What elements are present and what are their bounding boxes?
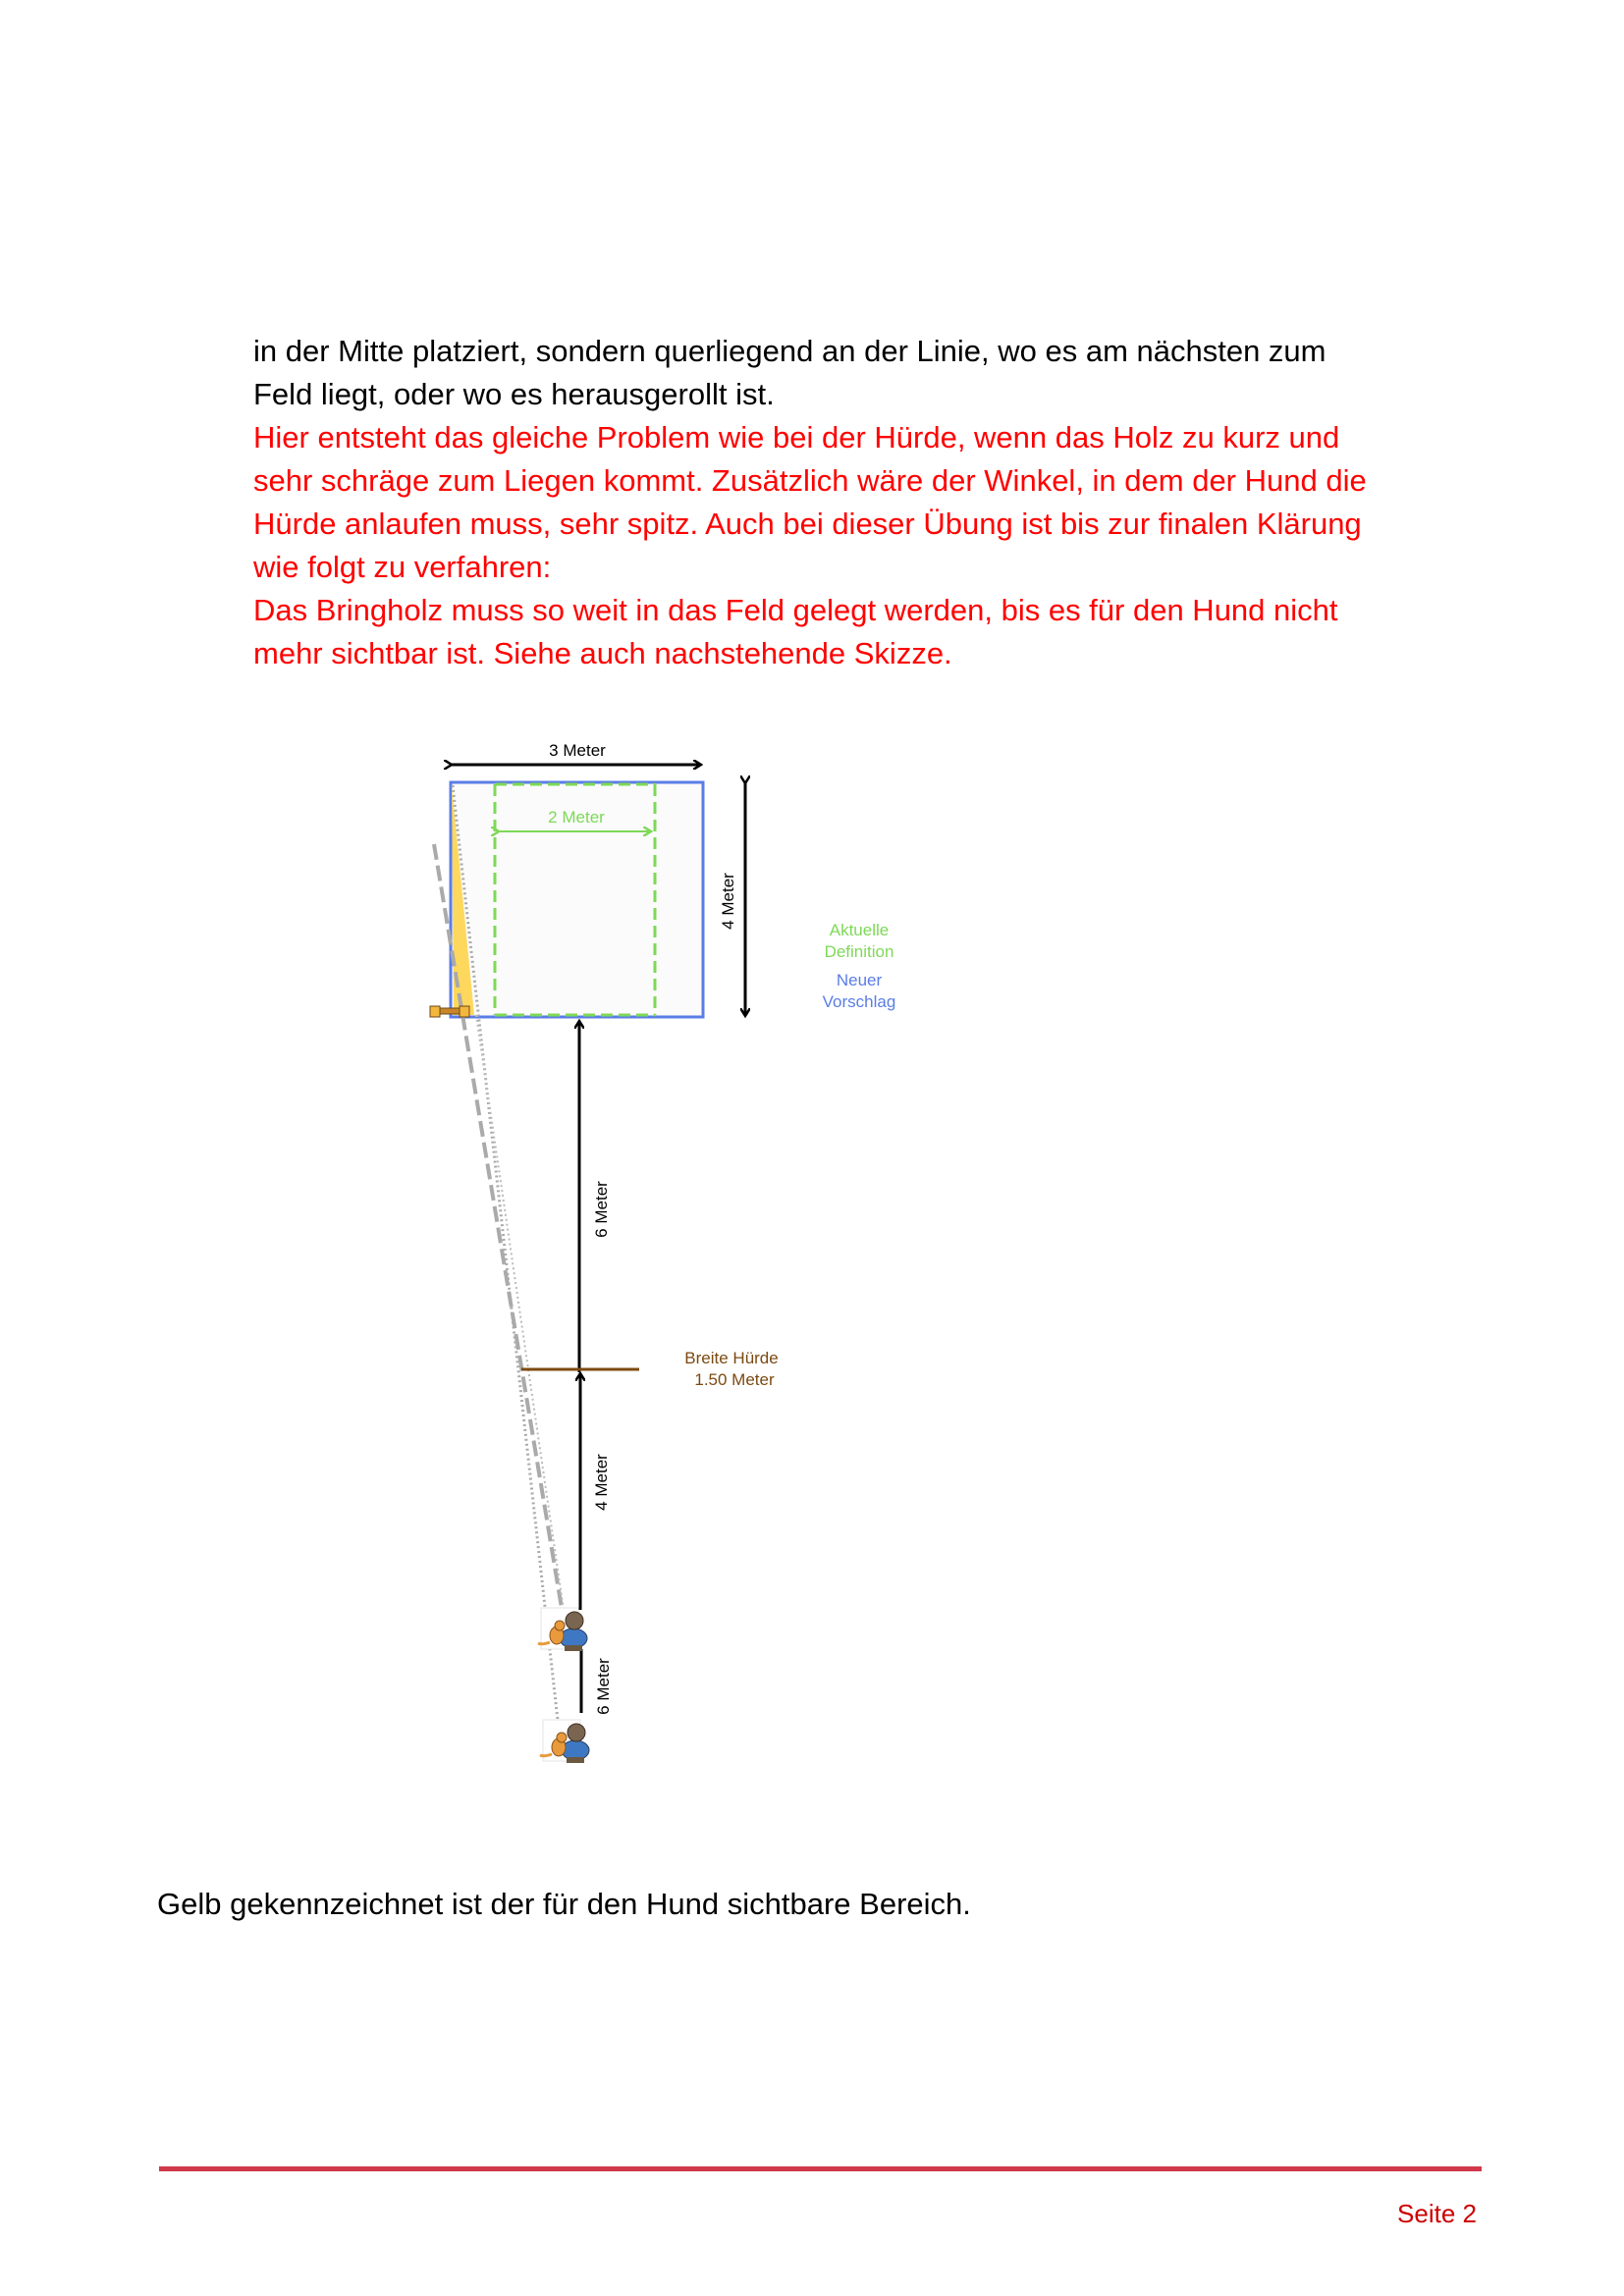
page-number: Seite 2 bbox=[1397, 2199, 1477, 2228]
diagram-caption: Gelb gekennzeichnet ist der für den Hund sichtbare Bereich. bbox=[157, 1887, 971, 1921]
depth-label: 4 Meter bbox=[719, 873, 737, 930]
handler-with-dog-icon bbox=[540, 1720, 589, 1763]
distance-to-hurdle-label: 4 Meter bbox=[592, 1454, 611, 1511]
highlight-text-line: sehr schräge zum Liegen kommt. Zusätzlich wäre der Winkel, in dem der Hund die bbox=[253, 463, 1367, 498]
highlight-text-line: wie folgt zu verfahren: bbox=[253, 550, 552, 584]
hurdle-label-line1: Breite Hürde bbox=[684, 1349, 779, 1367]
hurdle-label-line2: 1.50 Meter bbox=[694, 1370, 775, 1389]
distance-to-field-label: 6 Meter bbox=[592, 1181, 611, 1238]
legend-proposal-line1: Neuer bbox=[836, 971, 883, 989]
legend-current-line2: Definition bbox=[824, 942, 894, 961]
width-label: 3 Meter bbox=[549, 741, 606, 760]
handler-with-dog-icon bbox=[538, 1608, 587, 1651]
highlight-text-line: Hürde anlaufen muss, sehr spitz. Auch bei dieser Übung ist bis zur finalen Klärung bbox=[253, 507, 1362, 541]
text-line: in der Mitte platziert, sondern querliegend an der Linie, wo es am nächsten zum bbox=[253, 334, 1326, 368]
text-line: Feld liegt, oder wo es herausgerollt ist. bbox=[253, 377, 775, 411]
highlight-text-line: Hier entsteht das gleiche Problem wie bei der Hürde, wenn das Holz zu kurz und bbox=[253, 420, 1340, 454]
inner-width-label: 2 Meter bbox=[548, 808, 605, 827]
highlight-text-line: Das Bringholz muss so weit in das Feld gelegt werden, bis es für den Hund nicht bbox=[253, 593, 1338, 627]
start-offset-label: 6 Meter bbox=[594, 1658, 613, 1715]
highlight-text-line: mehr sichtbar ist. Siehe auch nachstehende Skizze. bbox=[253, 636, 952, 670]
footer-divider bbox=[159, 2166, 1482, 2171]
legend-current-line1: Aktuelle bbox=[829, 921, 890, 939]
legend-proposal-line2: Vorschlag bbox=[822, 992, 896, 1011]
